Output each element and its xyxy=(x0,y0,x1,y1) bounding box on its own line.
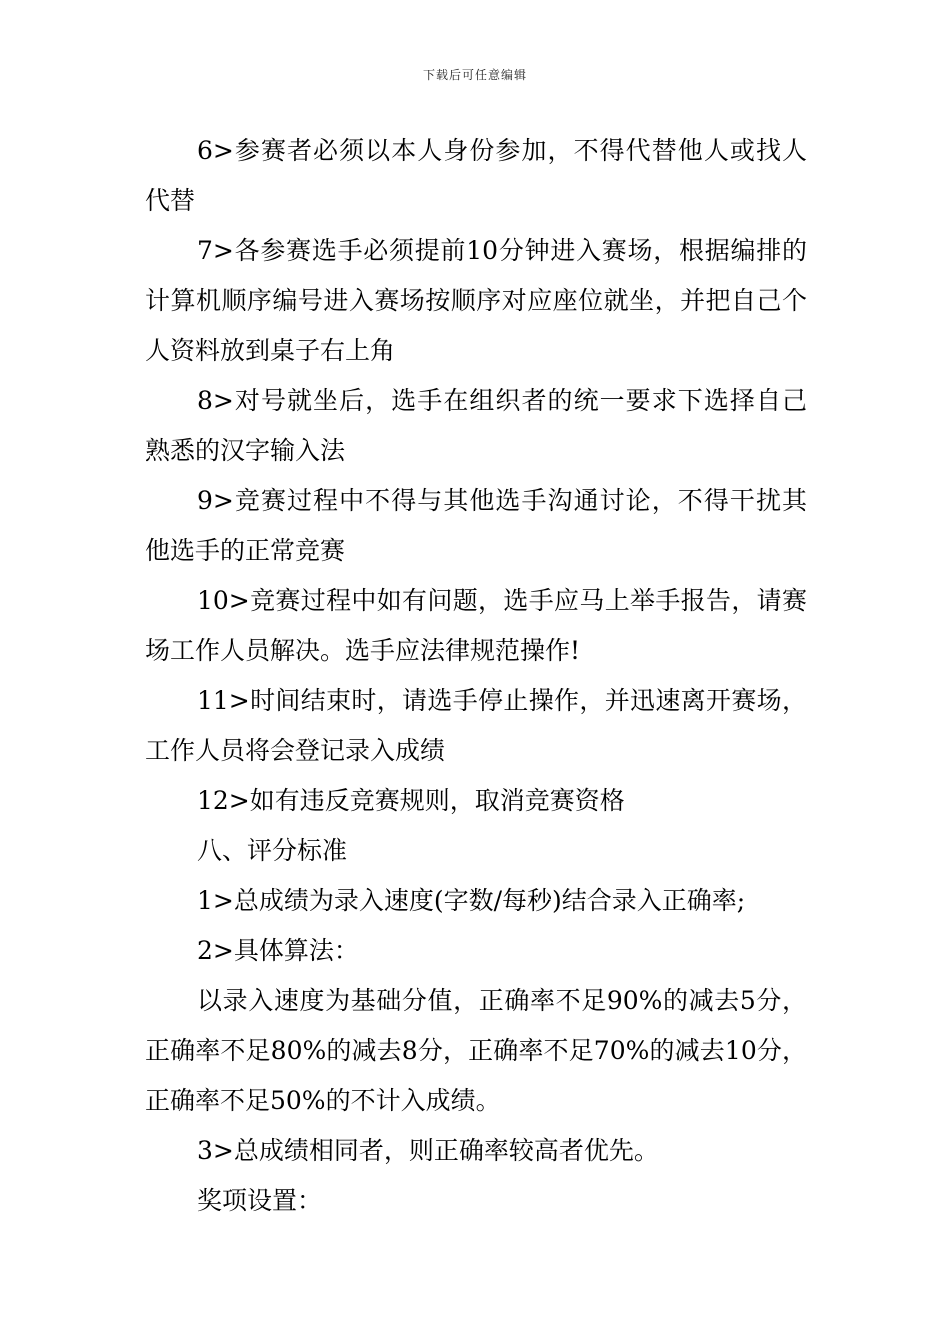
document-body xyxy=(145,126,807,1226)
section-heading-scoring: 八、评分标准 xyxy=(197,836,348,865)
rule-9-paragraph: 9>竞赛过程中不得与其他选手沟通讨论，不得干扰其他选手的正常竞赛 xyxy=(145,486,807,565)
rule-7-paragraph: 7>各参赛选手必须提前10分钟进入赛场，根据编排的计算机顺序编号进入赛场按顺序对应座位就坐，并把自己个人资料放到桌子右上角 xyxy=(145,236,807,365)
scoring-item-2: 2>具体算法： xyxy=(197,936,359,965)
rule-11-paragraph: 11>时间结束时，请选手停止操作，并迅速离开赛场，工作人员将会登记录入成绩 xyxy=(145,686,807,765)
scoring-item-3: 3>总成绩相同者，则正确率较高者优先。 xyxy=(197,1136,659,1165)
scoring-algorithm-paragraph: 以录入速度为基础分值，正确率不足90%的减去5分，正确率不足80%的减去8分，正确率不足70%的减去10分，正确率不足50%的不计入成绩。 xyxy=(145,986,807,1115)
rule-12-paragraph: 12>如有违反竞赛规则，取消竞赛资格 xyxy=(197,786,625,815)
page-header-note: 下载后可任意编辑 xyxy=(422,68,527,82)
awards-heading: 奖项设置： xyxy=(197,1186,323,1215)
scoring-item-1: 1>总成绩为录入速度(字数/每秒)结合录入正确率; xyxy=(197,886,746,915)
rule-6-paragraph: 6>参赛者必须以本人身份参加，不得代替他人或找人代替 xyxy=(145,136,807,215)
rule-10-paragraph: 10>竞赛过程中如有问题，选手应马上举手报告，请赛场工作人员解决。选手应法律规范操作! xyxy=(145,586,807,665)
rule-8-paragraph: 8>对号就坐后，选手在组织者的统一要求下选择自己熟悉的汉字输入法 xyxy=(145,386,807,465)
